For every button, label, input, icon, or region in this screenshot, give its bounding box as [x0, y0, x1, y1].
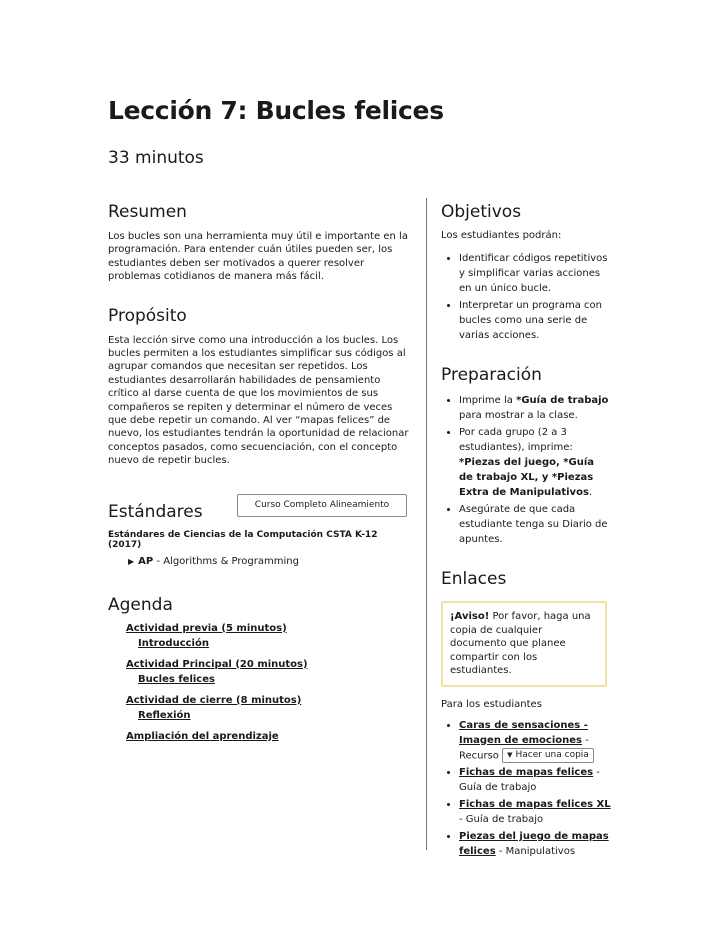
- students-label: Para los estudiantes: [441, 698, 542, 710]
- notice-text: Por favor, haga una copia de cualquier documento que planee compartir con los estudiantes.: [450, 611, 591, 676]
- standards-heading: Estándares: [108, 501, 203, 522]
- agenda-extension-link[interactable]: Ampliación del aprendizaje: [126, 730, 279, 742]
- agenda-warmup-link[interactable]: Actividad previa (5 minutos): [126, 622, 287, 634]
- purpose-section: [108, 306, 413, 468]
- list-item: • Caras de sensaciones - Imagen de emociones - Recurso ▼ Hacer una copia: [459, 718, 611, 764]
- summary-section: [108, 202, 413, 284]
- objectives-intro: Los estudiantes podrán:: [441, 230, 562, 241]
- standard-code: AP: [138, 555, 154, 567]
- objectives-section: [441, 202, 611, 343]
- list-item: • Identificar códigos repetitivos y simplificar varias acciones en un único bucle.: [459, 251, 611, 296]
- notice-label: ¡Aviso!: [450, 611, 490, 622]
- column-divider: [426, 198, 427, 850]
- summary-text: Los bucles son una herramienta muy útil e importante en la programación. Para entender cuán útiles pueden ser, los estudiantes deben ser motivados a querer resolver problemas cotidianos de manera más fácil.: [108, 231, 408, 283]
- list-item: • Fichas de mapas felices - Guía de trabajo: [459, 765, 611, 795]
- agenda-heading: Agenda: [108, 594, 173, 615]
- agenda-happy-loops-link[interactable]: Bucles felices: [138, 673, 215, 685]
- agenda-list: [126, 623, 413, 742]
- purpose-heading: Propósito: [108, 305, 187, 326]
- right-column: [441, 202, 611, 861]
- list-item: • Asegúrate de que cada estudiante tenga su Diario de apuntes.: [459, 502, 611, 547]
- standard-label: - Algorithms & Programming: [153, 555, 299, 567]
- caret-down-icon: ▼: [507, 750, 513, 759]
- standards-header: [108, 494, 413, 526]
- objectives-heading: Objetivos: [441, 202, 522, 222]
- preparation-section: [441, 365, 611, 547]
- expand-triangle-icon[interactable]: ▶: [128, 556, 135, 566]
- preparation-list: [441, 393, 611, 547]
- list-item: • Piezas del juego de mapas felices - Manipulativos: [459, 829, 611, 859]
- agenda-section: [108, 595, 413, 742]
- lesson-duration: 33 minutos: [108, 148, 204, 168]
- list-item: • Imprime la *Guía de trabajo para mostrar a la clase.: [459, 393, 611, 423]
- agenda-introduction-link[interactable]: Introducción: [138, 637, 209, 649]
- resource-link-happy-maps-xl[interactable]: Fichas de mapas felices XL: [459, 799, 611, 810]
- agenda-main-activity-link[interactable]: Actividad Principal (20 minutos): [126, 658, 308, 670]
- list-item: • Interpretar un programa con bucles como una serie de varias acciones.: [459, 298, 611, 343]
- resource-link-game-pieces[interactable]: Piezas del juego de mapas felices: [459, 831, 609, 857]
- list-item: • Por cada grupo (2 a 3 estudiantes), imprime: *Piezas del juego, *Guía de trabajo XL, y *Piezas Extra de Manipulativos.: [459, 425, 611, 500]
- objectives-list: [441, 251, 611, 343]
- links-section: [441, 569, 611, 859]
- purpose-text: Esta lección sirve como una introducción a los bucles. Los bucles permiten a los estudiantes simplificar sus códigos al agrupar comandos que necesitan ser repetidos. Los estudiantes desarrollarán habilidades de pensamiento crítico al darse cuenta de que los movimientos de sus compañeros se repiten y determinar el número de veces que debe repetir un comando. Al ver “mapas felices” de nuevo, los estudiantes tendrán la oportunidad de relacionar conceptos pasados, como secuenciación, con el concepto nuevo de repetir bucles.: [108, 334, 409, 467]
- resources-list: [441, 718, 611, 860]
- make-copy-button[interactable]: ▼ Hacer una copia: [502, 748, 594, 763]
- preparation-heading: Preparación: [441, 365, 542, 385]
- left-column: [108, 202, 413, 742]
- list-item: • Fichas de mapas felices XL - Guía de trabajo: [459, 797, 611, 827]
- resource-link-happy-maps[interactable]: Fichas de mapas felices: [459, 767, 594, 778]
- full-course-alignment-button[interactable]: Curso Completo Alineamiento: [237, 494, 407, 517]
- page-title: Lección 7: Bucles felices: [108, 96, 444, 125]
- copy-notice-box: [441, 601, 607, 687]
- standards-section: [108, 494, 413, 567]
- agenda-reflection-link[interactable]: Reflexión: [138, 709, 191, 721]
- summary-heading: Resumen: [108, 202, 187, 222]
- standard-item-ap[interactable]: [128, 556, 413, 567]
- standards-framework: Estándares de Ciencias de la Computación CSTA K-12 (2017): [108, 529, 378, 550]
- resource-link-emotion-faces[interactable]: Caras de sensaciones - Imagen de emociones: [459, 719, 588, 746]
- links-heading: Enlaces: [441, 569, 507, 589]
- agenda-wrapup-link[interactable]: Actividad de cierre (8 minutos): [126, 694, 302, 706]
